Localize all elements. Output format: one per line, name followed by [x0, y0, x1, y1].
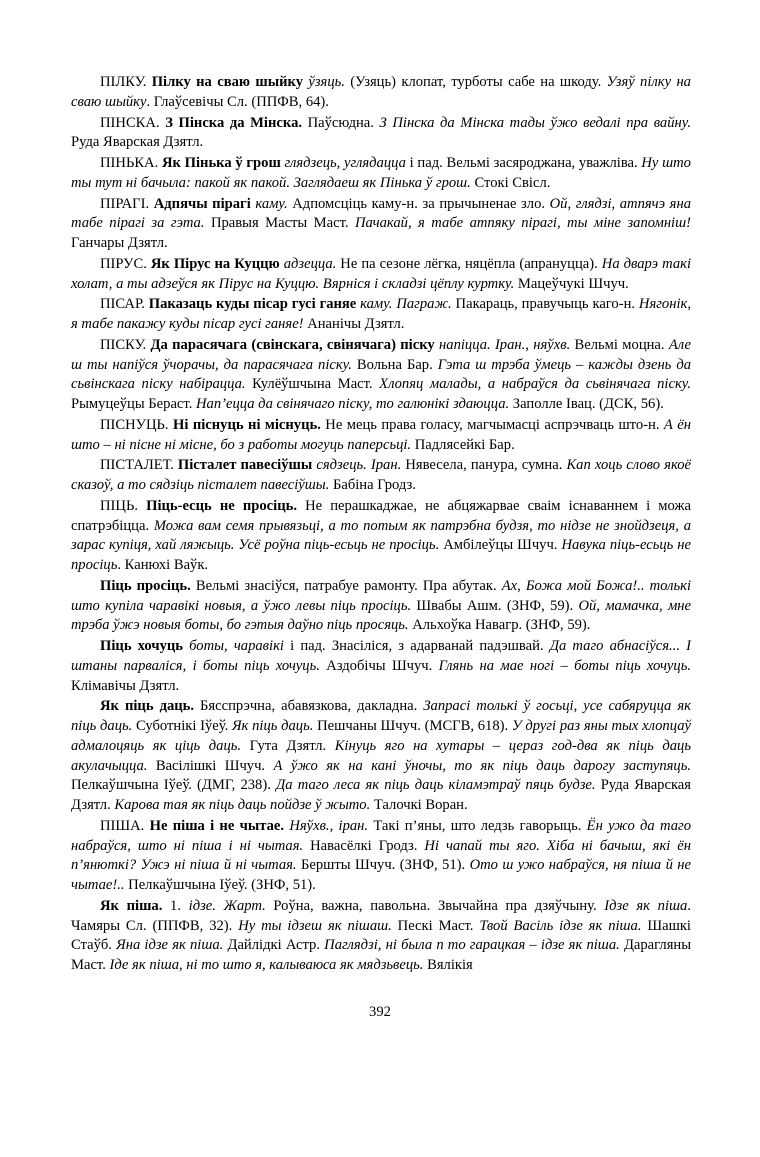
entry-text: і пад. Знасіліся, з адарванай падэшвай. — [283, 638, 550, 654]
headword-phrase: Як піша. — [100, 897, 163, 914]
entry-text: Вельмі знасіўся, патрабуе рамонту. Пра абутак. — [190, 577, 502, 594]
italic-text: Да таго леса як піць даць кіламэтраў пяць будзе. — [276, 777, 596, 794]
italic-text: Ото ш ужо набраўся, ня піша й не чытае!.. — [71, 857, 691, 893]
entry-text: ПІЦЬ. — [100, 497, 147, 514]
entry-text: Не па сезоне лёгка, няцёпла (апрануцца). — [336, 255, 602, 272]
italic-text: Нягонік, я табе пакажу куды пісар гусі ганяе! — [71, 296, 691, 332]
entry-text: Дайлідкі Астр. — [223, 937, 325, 954]
dictionary-entry — [71, 154, 691, 194]
entry-text: Кулёўшчына Маст. — [245, 376, 380, 393]
headword-phrase: Ні піснуць ні міснуць. — [173, 416, 321, 433]
dictionary-entry — [71, 817, 691, 896]
entry-text: ПІРУС. — [100, 255, 151, 272]
entry-text: ПІСКУ. — [100, 336, 151, 353]
italic-text: Нап’ецца да свінячаго піску, то галюнікі здаюцца. — [196, 396, 510, 412]
entry-text: Амбілеўцы Шчуч. — [439, 537, 562, 554]
entry-text: Правыя Масты Маст. — [204, 215, 355, 232]
entry-text: Адпомсціць каму-н. за прычыненае зло. — [287, 195, 550, 212]
entry-text: Роўна, важна, павольна. Звычайна пра дзяўчыну. — [265, 897, 605, 914]
entry-text: Швабы Ашм. (ЗНФ, 59). — [411, 597, 579, 614]
entry-text: Падлясейкі Бар. — [411, 436, 515, 453]
italic-text: Яна ідзе як піша. — [116, 937, 224, 954]
entry-text: ПІСНУЦЬ. — [100, 416, 173, 433]
entry-text: Дарагляны Маст. — [71, 937, 692, 973]
headword-phrase: Як піць даць. — [100, 698, 195, 715]
italic-text: Ні чапай ты яго. Хіба ні бачыш, які ён п’янюткі? Ужэ ні піша й ні чытая. — [71, 837, 692, 874]
italic-text: Ой, мамачка, мне трэба ўжэ новыя боты, бо гэтыя даўно піць просяць. — [71, 597, 691, 634]
italic-text: Ах, Божа мой Божа!.. толькі што купіла чаравікі новыя, а ўжо левы піць просіць. — [71, 577, 691, 614]
italic-text: Ну што ты тут ні бачыла: пакой як пакой. Заглядаеш як Пінька ў грош. — [71, 155, 691, 191]
page-number: 392 — [369, 1004, 391, 1020]
italic-text: глядзець, углядацца — [284, 155, 406, 171]
entry-text: Бабіна Гродз. — [329, 477, 416, 493]
italic-text: каму. — [255, 195, 288, 212]
entry-text: Вялікія — [423, 957, 473, 973]
italic-text: адзецца. — [283, 255, 337, 272]
entry-text: Талочкі Воран. — [370, 797, 468, 813]
entry-text: Руда Яварская Дзятл. — [71, 134, 204, 151]
italic-text: Карова тая як піць даць пойдзе ў жыто. — [114, 797, 371, 813]
entries-column — [71, 73, 691, 976]
italic-text: Няўхв., іран. — [289, 817, 369, 834]
entry-text: Ганчары Дзятл. — [71, 235, 168, 251]
italic-text: Паглядзі, ні была п то гарацкая – ідзе як піша. — [324, 937, 620, 954]
entry-text: Пакараць, правучыць каго-н. — [451, 296, 639, 313]
entry-text: Вельмі моцна. — [570, 336, 669, 353]
dictionary-entry — [71, 637, 691, 696]
entry-text: ПІЛКУ. — [100, 74, 152, 90]
italic-text: боты, чаравікі — [189, 638, 284, 654]
italic-text: Іде як піша, ні то што я, калываюса як мядзьвець. — [109, 957, 424, 973]
italic-text: Запрасі толькі ў госьці, усе сабяруцца як піць даць. — [71, 698, 691, 734]
italic-text: Пачакай, я табе атпяку пірагі, ты міне запомніш! — [355, 215, 691, 232]
dictionary-entry — [71, 255, 691, 295]
dictionary-entry — [71, 73, 691, 113]
italic-text: Узяў пілку на сваю шыйку — [71, 74, 691, 110]
entry-text: і пад. Вельмі засяроджана, уважліва. — [405, 155, 642, 171]
entry-text: Такі п’яны, што ледзь гаворыць. — [368, 817, 587, 834]
italic-text: Можа вам семя прывязьці, а то потым як патрэбна будзя, то нідзе не знойдзеця, а зарас купіця, хай ляжыць. Усё роўна піць-есьць не просіць. — [71, 517, 691, 554]
entry-text: Вольна Бар. — [351, 356, 438, 373]
entry-text: 1. — [162, 897, 189, 914]
dictionary-entry — [71, 295, 691, 335]
headword-phrase: Піць-есць не просіць. — [146, 497, 297, 514]
italic-text: ўзяць. — [308, 74, 345, 90]
entry-text: Нявесела, панура, сумна. — [401, 457, 567, 474]
entry-text: Ананічы Дзятл. — [303, 316, 405, 332]
entry-text: Пелкаўшчына Іўеў. (ДМГ, 238). — [71, 777, 277, 794]
entry-text: Гута Дзятл. — [241, 737, 335, 754]
italic-text: Твой Васіль ідзе як піша. — [479, 917, 642, 934]
dictionary-entry — [71, 195, 691, 254]
entry-text: (Узяць) клопат, турботы сабе на шкоду. — [344, 74, 607, 90]
entry-text: . Чамяры Сл. (ППФВ, 32). — [71, 897, 691, 934]
entry-text: ПІША. — [100, 817, 150, 834]
italic-text: каму. Паграж. — [360, 296, 452, 313]
italic-text: Як піць даць. — [231, 718, 314, 734]
italic-text: Гэта ш трэба ўмець – кажды дзень да сьвінскага піску набірацца. — [71, 356, 691, 393]
entry-text: . Канюхі Ваўк. — [117, 557, 209, 573]
italic-text: Ідзе як піша — [604, 897, 688, 914]
entry-text: Заполле Івац. (ДСК, 56). — [509, 396, 664, 412]
dictionary-entry — [71, 456, 691, 496]
dictionary-entry — [71, 114, 691, 154]
headword-phrase: Паказаць куды пісар гусі ганяе — [148, 296, 357, 313]
headword-phrase: Піць хочуць — [100, 638, 183, 654]
italic-text: У другі раз яны тых хлопцаў адмалоцяць як ціць даць. — [71, 718, 691, 754]
italic-text: Кінуць яго на хутары – цераз год-два як піць даць акулачыцца. — [71, 737, 691, 774]
entry-text: Навасёлкі Гродз. — [303, 837, 425, 854]
italic-text: Ну ты ідзеш як пішаш. — [238, 917, 392, 934]
entry-text: ПІСАР. — [100, 296, 149, 313]
italic-text: Хлопяц малады, а набраўся да сьвінячага піску. — [379, 376, 692, 393]
headword-phrase: Адпячы пірагі — [153, 195, 251, 212]
entry-text: Васілішкі Шчуч. — [147, 757, 274, 774]
headword-phrase: Пілку на сваю шыйку — [151, 74, 304, 90]
headword-phrase: Да парасячага (свінскага, свінячага) піску — [150, 336, 435, 353]
entry-text: ПІСТАЛЕТ. — [100, 457, 178, 474]
dictionary-entry — [71, 897, 691, 976]
italic-text: ідзе. Жарт. — [188, 897, 266, 914]
dictionary-entry — [71, 497, 691, 576]
dictionary-entry — [71, 416, 691, 456]
entry-text: Пешчаны Шчуч. (МСГВ, 618). — [313, 718, 512, 734]
entry-text: ПІНЬКА. — [100, 155, 162, 171]
entry-text: ПІНСКА. — [100, 114, 166, 131]
headword-phrase: Не піша і не чытае. — [149, 817, 285, 834]
dictionary-entry — [71, 577, 691, 636]
entry-text: Мацеўчукі Шчуч. — [514, 275, 629, 292]
headword-phrase: Пісталет павесіўшы — [177, 457, 313, 474]
entry-text: Пелкаўшчына Іўеў. (ЗНФ, 51). — [124, 877, 316, 893]
entry-text: Бершты Шчуч. (ЗНФ, 51). — [296, 857, 470, 874]
dictionary-entry — [71, 697, 691, 816]
italic-text: З Пінска да Мінска тады ўжо ведалі пра вайну. — [379, 114, 691, 131]
dictionary-entry — [71, 336, 691, 415]
entry-text: Аздобічы Шчуч. — [319, 657, 439, 674]
headword-phrase: Піць просіць. — [100, 577, 191, 594]
entry-text: . Глаўсевічы Сл. (ППФВ, 64). — [146, 93, 329, 110]
entry-text: Клімавічы Дзятл. — [71, 677, 180, 694]
italic-text: А ён што – ні пісне ні місне, бо з работы могуць паперсьці. — [71, 416, 691, 453]
entry-text: ПІРАГІ. — [100, 195, 154, 212]
entry-text: Пескі Маст. — [391, 917, 480, 934]
entry-text: Не мець права голасу, магчымасці аспрэчваць што-н. — [320, 416, 664, 433]
entry-text: Паўсюдна. — [302, 114, 380, 131]
italic-text: Да таго абнасіўся... І штаны парваліся, і боты піць хочуць. — [71, 638, 691, 674]
italic-text: Ой, глядзі, атпячэ яна табе пірагі за гэта. — [71, 195, 691, 232]
italic-text: сядзець. Іран. — [316, 457, 402, 474]
italic-text: Але ш ты напіўся ўчорачы, да парасячага піску. — [71, 336, 691, 373]
italic-text: А ўжо як на кані ўночы, то як піць даць дарогу заступяць. — [273, 757, 691, 774]
italic-text: Кап хоць слово якоё сказоў, а то сядзіць пісталет павесіўшы. — [71, 457, 691, 493]
entry-text: Шашкі Стаўб. — [71, 917, 691, 954]
italic-text: Глянь на мае ногі – боты піць хочуць. — [438, 657, 691, 674]
italic-text: Ён ужо да таго набраўся, што ні піша і ні чытая. — [71, 817, 691, 854]
italic-text: На дварэ такі холат, а ты адзеўся як Пірус на Куццю. Вярніся і складзі цёплу куртку. — [71, 255, 691, 292]
headword-phrase: Як Пінька ў грош — [161, 155, 281, 171]
italic-text: Навука піць-есьць не просіць — [71, 537, 692, 573]
entry-text: Стокі Свісл. — [470, 174, 551, 191]
italic-text: напіцца. Іран., няўхв. — [439, 336, 571, 353]
entry-text: Рымуцеўцы Бераст. — [71, 396, 196, 412]
headword-phrase: З Пінска да Мінска. — [165, 114, 303, 131]
entry-text: Руда Яварская Дзятл. — [71, 777, 691, 813]
entry-text: Бясспрэчна, абавязкова, дакладна. — [194, 698, 424, 715]
entry-text: Альхоўка Навагр. (ЗНФ, 59). — [408, 617, 591, 634]
entry-text: Суботнікі Іўеў. — [132, 718, 232, 734]
headword-phrase: Як Пірус на Куццю — [150, 255, 280, 272]
entry-text: Не перашкаджае, не абцяжарвае сваім існаваннем і можа спатрэбіцца. — [71, 497, 691, 534]
